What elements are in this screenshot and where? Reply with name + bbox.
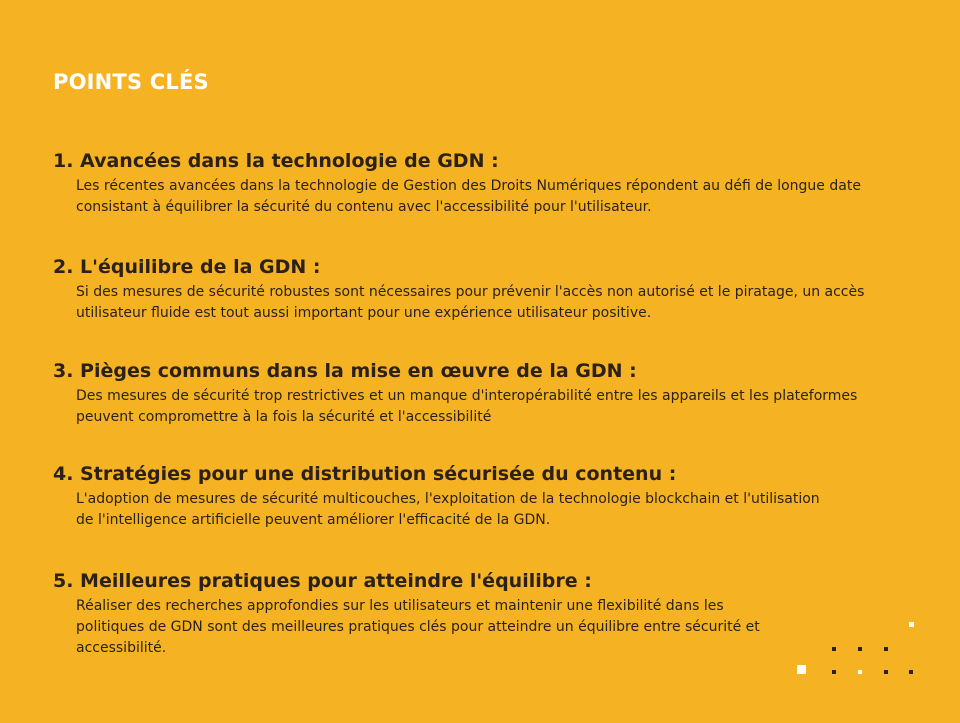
key-point-body: Réaliser des recherches approfondies sur les utilisateurs et maintenir une flexibilité dans les politiques de GDN sont des meilleures pratiques clés pour atteindre un équilibre entre sécurité et accessibilité.: [76, 598, 760, 656]
dot: [884, 670, 888, 674]
dot: [909, 670, 913, 674]
dot: [858, 670, 862, 674]
key-point-heading: 5. Meilleures pratiques pour atteindre l'équilibre :: [53, 570, 592, 592]
key-point-heading: 2. L'équilibre de la GDN :: [53, 256, 321, 278]
key-point-body: Si des mesures de sécurité robustes sont nécessaires pour prévenir l'accès non autorisé et le piratage, un accès utilisateur fluide est tout aussi important pour une expérience utilisateur positive.: [76, 284, 865, 321]
key-point-4: [53, 463, 933, 531]
key-point-body: Les récentes avancées dans la technologie de Gestion des Droits Numériques répondent au défi de longue date consistant à équilibrer la sécurité du contenu avec l'accessibilité pour l'utilisateur.: [76, 178, 861, 215]
key-point-3: [53, 360, 933, 428]
key-point-5: [53, 570, 933, 659]
key-point-heading: 3. Pièges communs dans la mise en œuvre de la GDN :: [53, 360, 637, 382]
dot: [797, 665, 806, 674]
page-title: POINTS CLÉS: [53, 70, 209, 94]
key-point-2: [53, 256, 933, 324]
key-point-body: L'adoption de mesures de sécurité multicouches, l'exploitation de la technologie blockchain et l'utilisation de l'intelligence artificielle peuvent améliorer l'efficacité de la GDN.: [76, 491, 820, 528]
key-point-1: [53, 150, 933, 218]
dot: [832, 670, 836, 674]
key-point-heading: 1. Avancées dans la technologie de GDN :: [53, 150, 499, 172]
key-point-heading: 4. Stratégies pour une distribution sécurisée du contenu :: [53, 463, 677, 485]
key-point-body: Des mesures de sécurité trop restrictives et un manque d'interopérabilité entre les appareils et les plateformes peuvent compromettre à la fois la sécurité et l'accessibilité: [76, 388, 858, 425]
